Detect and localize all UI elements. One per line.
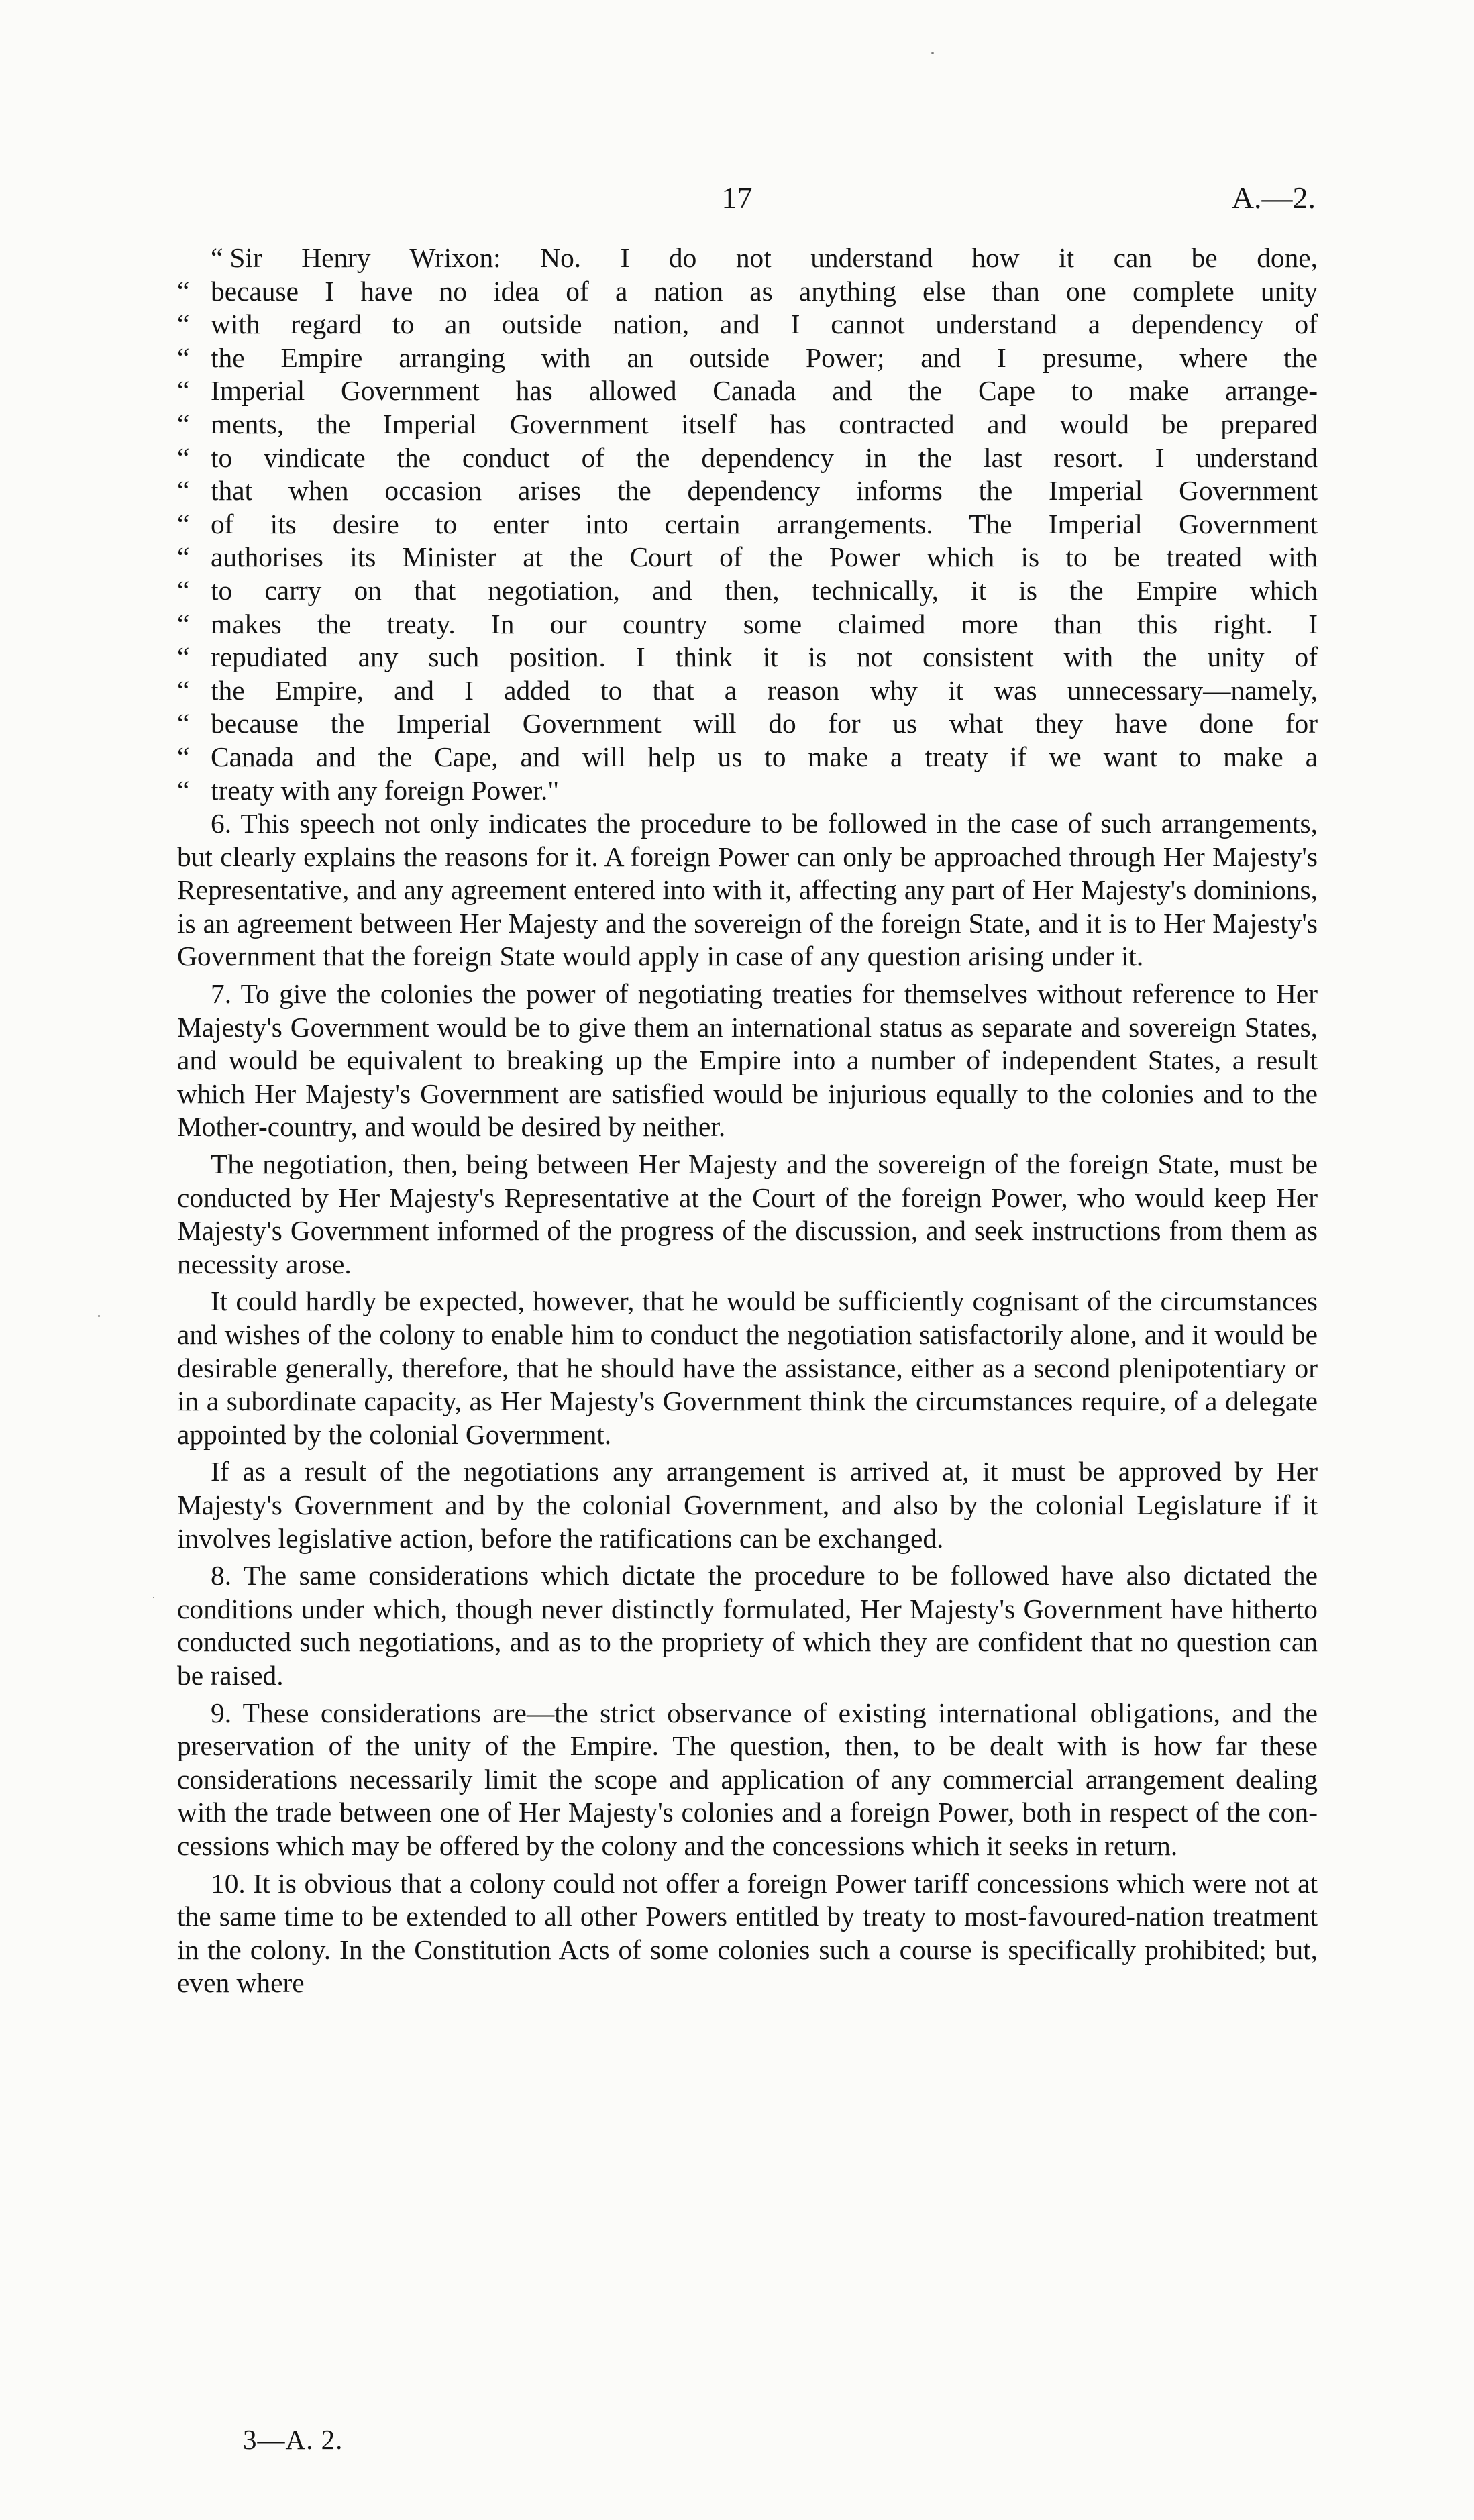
open-quote-mark: “ xyxy=(177,375,190,407)
paragraph-negotiation: The negotiation, then, being between Her Majesty and the sovereign of the foreign State, must be conducted by Her Majesty's Representative at the Court of the foreign Power, who would keep Her Majesty's Government informed of the progress of the discussion, and seek instructions from them as necessity arose. xyxy=(177,1149,1318,1279)
quote-line: “ with regard to an outside nation, and I cannot understand a dependency of xyxy=(177,308,1318,342)
quote-line: “ to vindicate the conduct of the dependency in the last resort. I understand xyxy=(177,441,1318,475)
quoted-speech xyxy=(177,242,1318,807)
quote-line: “ Canada and the Cape, and will help us to make a treaty if we want to make a xyxy=(177,741,1318,774)
quote-line: “ authorises its Minister at the Court of the Power which is to be treated with xyxy=(177,541,1318,574)
open-quote-mark: “ xyxy=(177,541,190,573)
quote-line: “ treaty with any foreign Power." xyxy=(177,774,1318,808)
document-reference: A.—2. xyxy=(1231,180,1316,215)
page-number: 17 xyxy=(721,180,753,215)
quote-line: “ to carry on that negotiation, and then, technically, it is the Empire which xyxy=(177,574,1318,608)
open-quote-mark: “ xyxy=(177,608,190,639)
open-quote-mark: “ xyxy=(177,441,190,473)
open-quote-mark: “ xyxy=(177,774,190,806)
quote-line: “ Sir Henry Wrixon: No. I do not understand how it can be done, xyxy=(177,242,1318,275)
open-quote-mark: “ xyxy=(177,309,190,340)
body-text xyxy=(177,242,1318,2000)
paragraph-delegate: It could hardly be expected, however, that he would be sufficiently cognisant of the circumstances and wishes of the colony to enable him to conduct the negotiation satisfactorily alone, and it would be desirable generally, therefore, that he should have the assistance, either as a second plenipotentiary or in a subordinate capacity, as Her Majesty's Government think the circumstances require, of a delegate appointed by the colonial Government. xyxy=(177,1285,1318,1450)
open-quote-mark: “ xyxy=(177,641,190,673)
open-quote-mark: “ xyxy=(177,574,190,606)
paper-speck xyxy=(153,1597,154,1598)
open-quote-mark: “ xyxy=(177,275,190,307)
quote-line: “ that when occasion arises the dependency informs the Imperial Government xyxy=(177,474,1318,508)
quote-line: “ because I have no idea of a nation as anything else than one complete unity xyxy=(177,275,1318,309)
signature-mark: 3—A. 2. xyxy=(243,2424,344,2455)
open-quote-mark: “ xyxy=(177,508,190,539)
quote-line: “ Imperial Government has allowed Canada and the Cape to make arrange- xyxy=(177,374,1318,408)
paragraph-9: 9. These considerations are—the strict observance of existing international obligations, and the preservation of the unity of the Empire. The question, then, to be dealt with is how far these considerations necessarily limit the scope and application of any commercial arrangement dealing with the trade between one of Her Majesty's colonies and a foreign Power, both in respect of the concessions which may be offered by the colony and the concessions which it seeks in return. xyxy=(177,1697,1318,1861)
open-quote-mark: “ xyxy=(177,408,190,439)
open-quote-mark: “ xyxy=(177,674,190,706)
quote-line: “ because the Imperial Government will do for us what they have done for xyxy=(177,707,1318,741)
paragraph-7: 7. To give the colonies the power of negotiating treaties for themselves without reference to Her Majesty's Government would be to give them an international status as separate and sovereign States, and would be equivalent to breaking up the Empire into a number of independent States, a result which Her Majesty's Government are satisfied would be injurious equally to the colonies and to the Mother-country, and would be desired by neither. xyxy=(177,978,1318,1143)
quote-line: “ ments, the Imperial Government itself has contracted and would be prepared xyxy=(177,408,1318,441)
paper-speck xyxy=(931,52,934,54)
open-quote-mark: “ xyxy=(177,342,190,373)
quote-line: “ the Empire, and I added to that a reason why it was unnecessary—namely, xyxy=(177,674,1318,708)
open-quote-mark: “ xyxy=(211,242,223,273)
paragraph-6: 6. This speech not only indicates the procedure to be followed in the case of such arrangements, but clearly explains the reasons for it. A foreign Power can only be approached through Her Majesty's Representative, and any agreement entered into with it, affecting any part of Her Majesty's dominions, is an agreement between Her Majesty and the sovereign of the foreign State, and it is to Her Majesty's Government that the foreign State would apply in case of any question arising under it. xyxy=(177,808,1318,972)
quote-line: “ repudiated any such position. I think it is not consistent with the unity of xyxy=(177,641,1318,674)
open-quote-mark: “ xyxy=(177,475,190,507)
quote-line: “ the Empire arranging with an outside Power; and I presume, where the xyxy=(177,342,1318,375)
paragraph-8: 8. The same considerations which dictate the procedure to be followed have also dictated the conditions under which, though never distinctly formulated, Her Majesty's Government have hitherto conducted such negotiations, and as to the propriety of which they are confident that no question can be raised. xyxy=(177,1560,1318,1691)
quote-line: “ makes the treaty. In our country some claimed more than this right. I xyxy=(177,608,1318,641)
paper-speck xyxy=(98,1315,100,1317)
open-quote-mark: “ xyxy=(177,741,190,772)
paragraph-ratification: If as a result of the negotiations any arrangement is arrived at, it must be approved by Her Majesty's Government and by the colonial Government, and also by the colonial Legislature if it involves legislative action, before the ratifications can be exchanged. xyxy=(177,1456,1318,1554)
paragraph-10: 10. It is obvious that a colony could not offer a foreign Power tariff concessions which were not at the same time to be extended to all other Powers entitled by treaty to most-favoured-nation treatment in the colony. In the Constitution Acts of some colonies such a course is specifically prohibited; but, even where xyxy=(177,1867,1318,1999)
open-quote-mark: “ xyxy=(177,708,190,739)
quote-line: “ of its desire to enter into certain arrangements. The Imperial Government xyxy=(177,508,1318,541)
